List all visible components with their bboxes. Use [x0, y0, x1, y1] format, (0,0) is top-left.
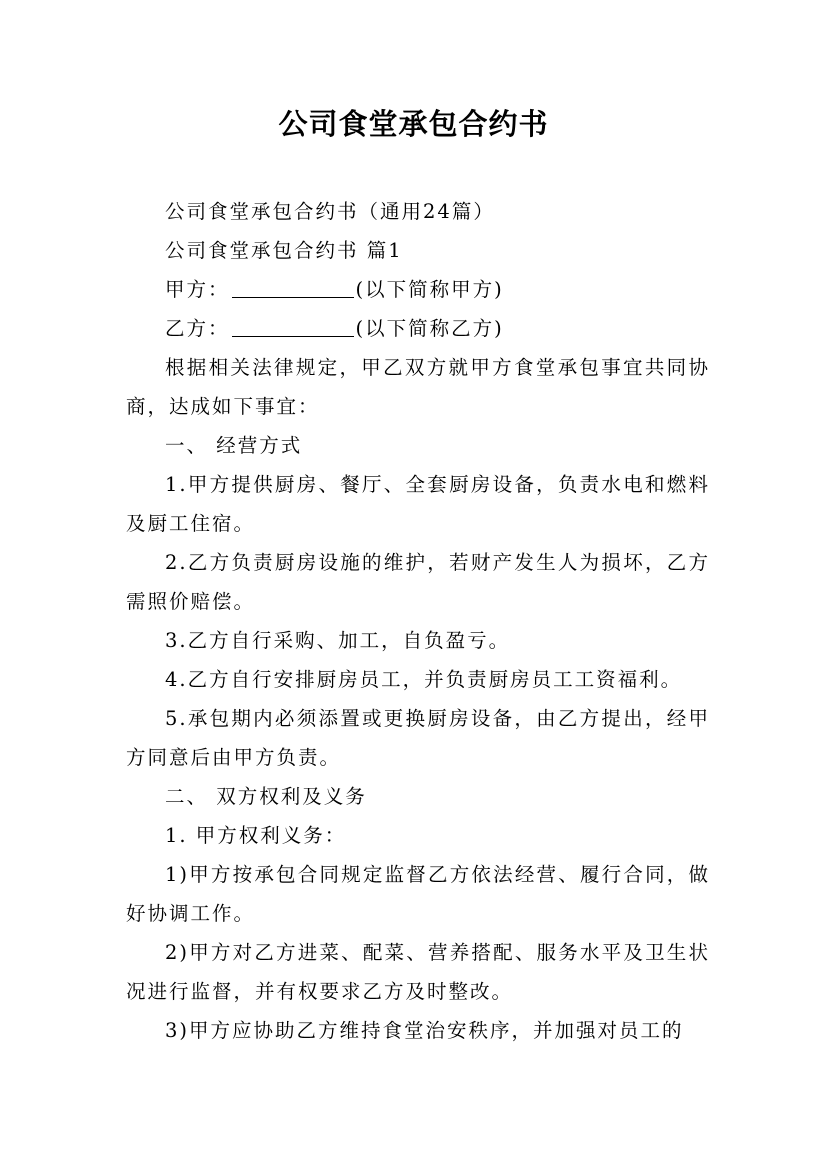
party-a-label: 甲方：	[165, 278, 230, 301]
party-b-note: (以下简称乙方)	[355, 317, 504, 340]
heading-party-a-rights: 1. 甲方权利义务：	[165, 824, 347, 847]
clause-1-1: 1.甲方提供厨房、餐厅、全套厨房设备，负责水电和燃料及厨工住宿。	[126, 473, 710, 535]
party-b-line	[126, 309, 710, 348]
paragraph-preamble: 根据相关法律规定，甲乙双方就甲方食堂承包事宜共同协商，达成如下事宜：	[126, 356, 710, 418]
clause-1-5: 5.承包期内必须添置或更换厨房设备，由乙方提出，经甲方同意后由甲方负责。	[126, 707, 710, 769]
party-a-line	[126, 270, 710, 309]
party-b-blank	[232, 316, 354, 337]
clause-1-4: 4.乙方自行安排厨房员工，并负责厨房员工工资福利。	[165, 668, 683, 691]
clause-2-1-2: 2)甲方对乙方进菜、配菜、营养搭配、服务水平及卫生状况进行监督，并有权要求乙方及时整改。	[126, 941, 710, 1003]
document-body	[126, 192, 710, 1050]
clause-2-1-1: 1)甲方按承包合同规定监督乙方依法经营、履行合同，做好协调工作。	[126, 863, 710, 925]
party-b-label: 乙方：	[165, 317, 230, 340]
party-a-blank	[232, 277, 354, 298]
party-a-note: (以下简称甲方)	[355, 278, 504, 301]
heading-rights-obligations: 二、 双方权利及义务	[165, 785, 367, 808]
clause-1-2: 2.乙方负责厨房设施的维护，若财产发生人为损坏，乙方需照价赔偿。	[126, 551, 710, 613]
clause-2-1-3: 3)甲方应协助乙方维持食堂治安秩序，并加强对员工的	[165, 1019, 684, 1042]
paragraph-section-heading: 公司食堂承包合约书 篇1	[165, 239, 403, 262]
document-title: 公司食堂承包合约书	[278, 107, 549, 141]
paragraph-subtitle: 公司食堂承包合约书（通用24篇）	[165, 200, 495, 223]
heading-operation-mode: 一、 经营方式	[165, 434, 303, 457]
clause-1-3: 3.乙方自行采购、加工，自负盈亏。	[165, 629, 511, 652]
